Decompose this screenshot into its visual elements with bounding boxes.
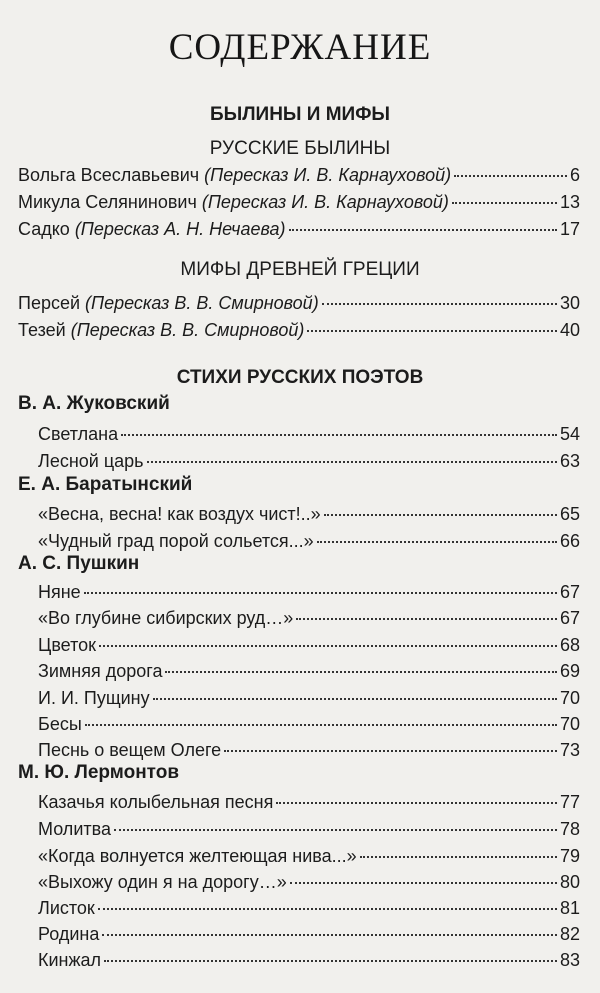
toc-entry[interactable] xyxy=(18,218,580,240)
subsection-heading-mify-drevnej-grecii: МИФЫ ДРЕВНЕЙ ГРЕЦИИ xyxy=(180,259,420,280)
toc-entry[interactable] xyxy=(38,871,580,893)
dot-leader xyxy=(102,933,557,936)
page-number: 79 xyxy=(559,846,580,866)
dot-leader xyxy=(289,228,557,231)
page-number: 69 xyxy=(559,661,580,681)
page-number: 63 xyxy=(559,451,580,471)
entry-title-wrap xyxy=(18,319,304,341)
subsection-heading-russkie-byliny: РУССКИЕ БЫЛИНЫ xyxy=(209,138,391,159)
page-number: 30 xyxy=(559,293,580,313)
page-number: 81 xyxy=(559,898,580,918)
page-number: 17 xyxy=(559,219,580,239)
dot-leader xyxy=(360,855,557,858)
toc-entry[interactable] xyxy=(38,530,580,552)
entry-note: (Пересказ В. В. Смирновой) xyxy=(85,293,319,313)
author-name: М. Ю. Лермонтов xyxy=(18,762,180,783)
toc-entry[interactable] xyxy=(18,191,580,213)
author-name: А. С. Пушкин xyxy=(18,553,140,574)
dot-leader xyxy=(147,460,557,463)
entry-title: «Когда волнуется желтеющая нива...» xyxy=(38,846,357,866)
toc-entry[interactable] xyxy=(38,818,580,840)
entry-title: «Выхожу один я на дорогу…» xyxy=(38,872,287,892)
toc-entry[interactable] xyxy=(38,897,580,919)
dot-leader xyxy=(85,723,557,726)
toc-entry[interactable] xyxy=(18,164,580,186)
toc-entry[interactable] xyxy=(38,949,580,971)
entry-title: «Во глубине сибирских руд…» xyxy=(38,608,294,628)
dot-leader xyxy=(84,591,557,594)
page-number: 83 xyxy=(559,950,580,970)
dot-leader xyxy=(165,670,557,673)
page-number: 54 xyxy=(559,424,580,444)
entry-title: Молитва xyxy=(38,819,111,839)
dot-leader xyxy=(224,749,557,752)
entry-title: Микула Селянинович xyxy=(18,192,202,212)
entry-title: Лесной царь xyxy=(38,451,144,471)
entry-title: Садко xyxy=(18,219,75,239)
author-name: Е. А. Баратынский xyxy=(18,474,193,495)
page-number: 70 xyxy=(559,688,580,708)
toc-entry[interactable] xyxy=(38,791,580,813)
entry-note: (Пересказ И. В. Карнауховой) xyxy=(201,192,449,212)
toc-entry[interactable] xyxy=(38,713,580,735)
entry-title: Песнь о вещем Олеге xyxy=(38,740,222,760)
page-title: СОДЕРЖАНИЕ xyxy=(168,27,432,68)
entry-title: Родина xyxy=(38,924,100,944)
toc-entry[interactable] xyxy=(38,845,580,867)
toc-entry[interactable] xyxy=(18,319,580,341)
page-number: 82 xyxy=(559,924,580,944)
entry-title: Светлана xyxy=(38,424,119,444)
entry-note: (Пересказ А. Н. Нечаева) xyxy=(74,219,286,239)
entry-title-wrap xyxy=(18,292,319,314)
entry-title: Бесы xyxy=(38,714,82,734)
page-number: 73 xyxy=(559,740,580,760)
page-number: 6 xyxy=(569,165,580,185)
entry-title: Зимняя дорога xyxy=(38,661,163,681)
toc-entry[interactable] xyxy=(38,687,580,709)
page-number: 13 xyxy=(559,192,580,212)
dot-leader xyxy=(322,302,557,305)
toc-entry[interactable] xyxy=(38,503,580,525)
dot-leader xyxy=(307,329,557,332)
entry-title: «Чудный град порой сольется...» xyxy=(38,531,314,551)
entry-title: Цветок xyxy=(38,635,97,655)
dot-leader xyxy=(104,959,557,962)
page-number: 66 xyxy=(559,531,580,551)
page-number: 40 xyxy=(559,320,580,340)
dot-leader xyxy=(324,513,557,516)
page-number: 68 xyxy=(559,635,580,655)
entry-title: Кинжал xyxy=(38,950,102,970)
dot-leader xyxy=(153,697,557,700)
toc-entry[interactable] xyxy=(38,634,580,656)
author-name: В. А. Жуковский xyxy=(18,393,170,414)
page-number: 78 xyxy=(559,819,580,839)
page-number: 67 xyxy=(559,582,580,602)
entry-title-wrap xyxy=(18,218,286,240)
entry-title: Персей xyxy=(18,293,86,313)
page-number: 67 xyxy=(559,608,580,628)
entry-title: «Весна, весна! как воздух чист!..» xyxy=(38,504,321,524)
entry-title: Тезей xyxy=(18,320,71,340)
dot-leader xyxy=(276,801,557,804)
toc-entry[interactable] xyxy=(38,739,580,761)
dot-leader xyxy=(99,644,557,647)
page-number: 70 xyxy=(559,714,580,734)
entry-title: И. И. Пущину xyxy=(38,688,150,708)
toc-entry[interactable] xyxy=(18,292,580,314)
toc-entry[interactable] xyxy=(38,450,580,472)
dot-leader xyxy=(290,881,557,884)
section-heading-stihi-russkih-poetov: СТИХИ РУССКИХ ПОЭТОВ xyxy=(176,367,424,388)
dot-leader xyxy=(452,201,557,204)
toc-entry[interactable] xyxy=(38,581,580,603)
toc-entry[interactable] xyxy=(38,607,580,629)
toc-entry[interactable] xyxy=(38,660,580,682)
entry-title: Казачья колыбельная песня xyxy=(38,792,274,812)
dot-leader xyxy=(98,907,557,910)
entry-title: Няне xyxy=(38,582,81,602)
dot-leader xyxy=(121,433,557,436)
dot-leader xyxy=(317,540,557,543)
entry-note: (Пересказ В. В. Смирновой) xyxy=(70,320,305,340)
page-number: 80 xyxy=(559,872,580,892)
entry-title: Листок xyxy=(38,898,95,918)
toc-entry[interactable] xyxy=(38,923,580,945)
entry-title-wrap xyxy=(18,191,449,213)
toc-entry[interactable] xyxy=(38,423,580,445)
section-heading-byliny-i-mify: БЫЛИНЫ И МИФЫ xyxy=(209,104,391,125)
entry-title: Вольга Всеславьевич xyxy=(18,165,205,185)
entry-title-wrap xyxy=(18,164,451,186)
entry-note: (Пересказ И. В. Карнауховой) xyxy=(204,165,452,185)
dot-leader xyxy=(114,828,557,831)
dot-leader xyxy=(454,174,567,177)
page-number: 77 xyxy=(559,792,580,812)
page-number: 65 xyxy=(559,504,580,524)
dot-leader xyxy=(296,617,557,620)
